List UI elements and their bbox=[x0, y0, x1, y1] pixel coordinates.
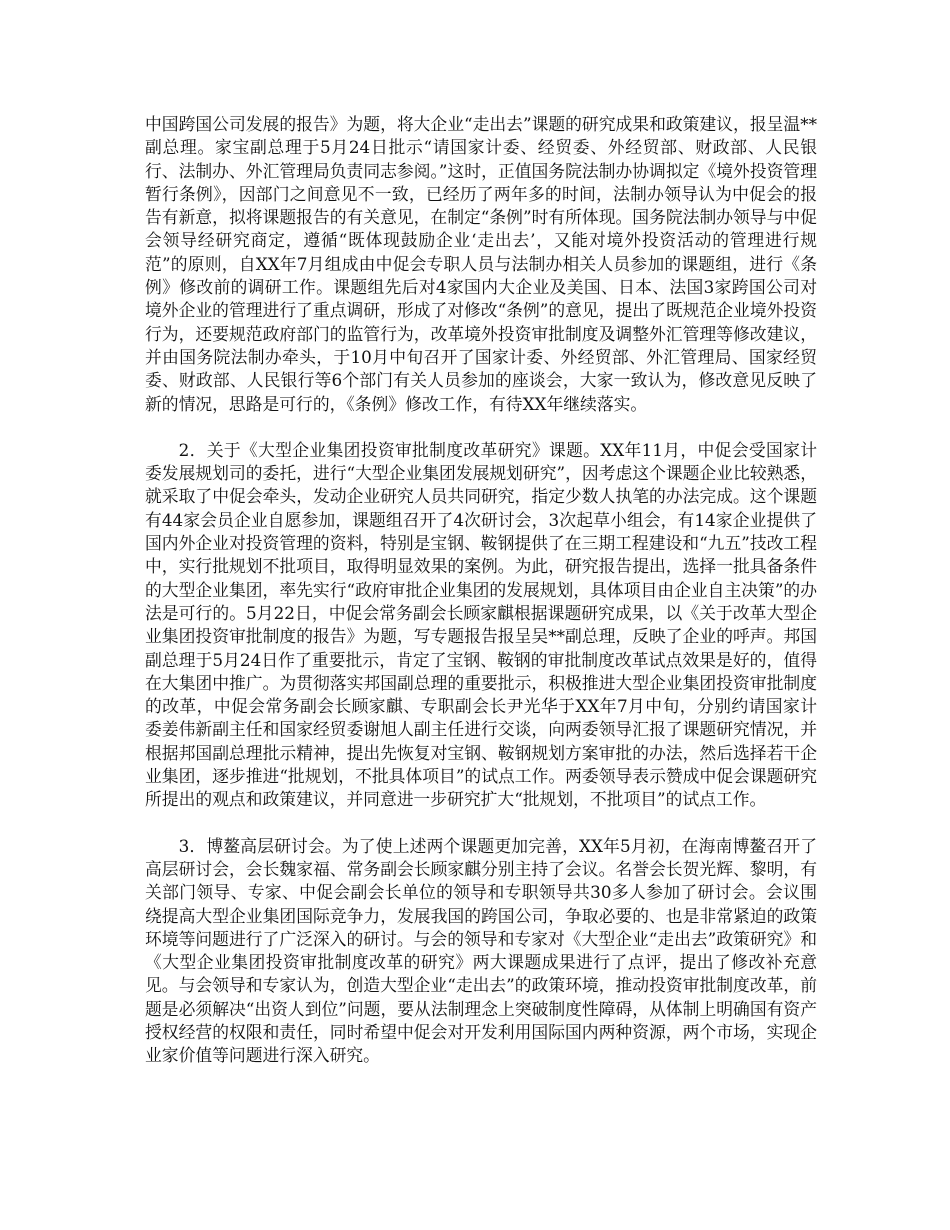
document-body bbox=[145, 113, 817, 1068]
paragraph-item-3: 3．博鳌高层研讨会。为了使上述两个课题更加完善，XX年5月初，在海南博鳌召开了高层研讨会，会长魏家福、常务副会长顾家麒分别主持了会议。名誉会长贺光辉、黎明，有关部门领导、专家、中促会副会长单位的领导和专职领导共30多人参加了研讨会。会议围绕提高大型企业集团国际竞争力，发展我国的跨国公司，争取必要的、也是非常紧迫的政策环境等问题进行了广泛深入的研讨。与会的领导和专家对《大型企业“走出去”政策研究》和《大型企业集团投资审批制度改革的研究》两大课题成果进行了点评，提出了修改补充意见。与会领导和专家认为，创造大型企业“走出去”的政策环境，推动投资审批制度改革，前题是必须解决“出资人到位”问题，要从法制理念上突破制度性障碍，从体制上明确国有资产授权经营的权限和责任，同时希望中促会对开发利用国际国内两种资源，两个市场，实现企业家价值等问题进行深入研究。 bbox=[145, 835, 817, 1066]
paragraph-spacer bbox=[145, 812, 817, 835]
paragraph-continuation: 中国跨国公司发展的报告》为题，将大企业“走出去”课题的研究成果和政策建议，报呈温**副总理。家宝副总理于5月24日批示“请国家计委、经贸委、外经贸部、财政部、人民银行、法制办、外汇管理局负责同志参阅。”这时，正值国务院法制办协调拟定《境外投资管理暂行条例》，因部门之间意见不一致，已经历了两年多的时间，法制办领导认为中促会的报告有新意，拟将课题报告的有关意见，在制定“条例”时有所体现。国务院法制办领导与中促会领导经研究商定，遵循“既体现鼓励企业‘走出去’，又能对境外投资活动的管理进行规范”的原则，自XX年7月组成由中促会专职人员与法制办相关人员参加的课题组，进行《条例》修改前的调研工作。课题组先后对4家国内大企业及美国、日本、法国3家跨国公司对境外企业的管理进行了重点调研，形成了对修改“条例”的意见，提出了既规范企业境外投资行为，还要规范政府部门的监管行为，改革境外投资审批制度及调整外汇管理等修改建议，并由国务院法制办牵头，于10月中旬召开了国家计委、外经贸部、外汇管理局、国家经贸委、财政部、人民银行等6个部门有关人员参加的座谈会，大家一致认为，修改意见反映了新的情况，思路是可行的，《条例》修改工作，有待XX年继续落实。 bbox=[145, 114, 817, 414]
paragraph-spacer bbox=[145, 416, 817, 439]
paragraph-item-2: 2．关于《大型企业集团投资审批制度改革研究》课题。XX年11月，中促会受国家计委发展规划司的委托，进行“大型企业集团发展规划研究”，因考虑这个课题企业比较熟悉，就采取了中促会牵头，发动企业研究人员共同研究，指定少数人执笔的办法完成。这个课题有44家会员企业自愿参加，课题组召开了4次研讨会，3次起草小组会，有14家企业提供了国内外企业对投资管理的资料，特别是宝钢、鞍钢提供了在三期工程建设和“九五”技改工程中，实行批规划不批项目，取得明显效果的案例。为此，研究报告提出，选择一批具备条件的大型企业集团，率先实行“政府审批企业集团的发展规划，具体项目由企业自主决策”的办法是可行的。5月22日，中促会常务副会长顾家麒根据课题研究成果，以《关于改革大型企业集团投资审批制度的报告》为题，写专题报告报呈吴**副总理，反映了企业的呼声。邦国副总理于5月24日作了重要批示，肯定了宝钢、鞍钢的审批制度改革试点效果是好的，值得在大集团中推广。为贯彻落实邦国副总理的重要批示，积极推进大型企业集团投资审批制度的改革，中促会常务副会长顾家麒、专职副会长尹光华于XX年7月中旬，分别约请国家计委姜伟新副主任和国家经贸委谢旭人副主任进行交谈，向两委领导汇报了课题研究情况，并根据邦国副总理批示精神，提出先恢复对宝钢、鞍钢规划方案审批的办法，然后选择若干企业集团，逐步推进“批规划，不批具体项目”的试点工作。两委领导表示赞成中促会课题研究所提出的观点和政策建议，并同意进一步研究扩大“批规划，不批项目”的试点工作。 bbox=[145, 439, 817, 810]
